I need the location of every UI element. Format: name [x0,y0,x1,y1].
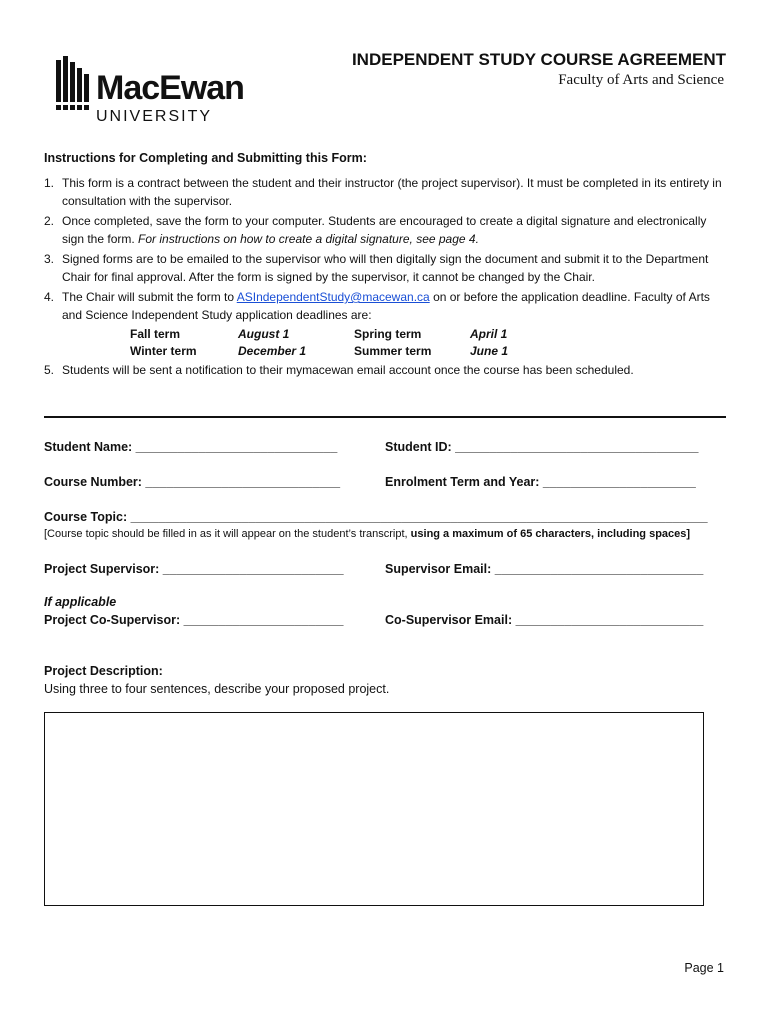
co-supervisor-field[interactable]: Project Co-Supervisor: _______________________ [44,613,344,627]
instructions-list [44,175,728,383]
deadline-date: April 1 [470,327,508,341]
document-subtitle: Faculty of Arts and Science [558,72,724,88]
document-title: INDEPENDENT STUDY COURSE AGREEMENT [351,50,726,69]
section-divider [44,416,726,418]
student-id-field[interactable]: Student ID: ___________________________________ [385,440,699,454]
project-description-textbox[interactable] [44,712,704,906]
list-item: 3. Signed forms are to be emailed to the supervisor who will then digitally sign the document and submit it to the Department Chair for final approval. After the form is signed by the supervisor, it cannot be changed by the Chair. [44,252,709,284]
project-description-label: Project Description: [44,664,163,678]
co-supervisor-email-field[interactable]: Co-Supervisor Email: ___________________________ [385,613,704,627]
deadline-term: Summer term [354,343,432,358]
deadline-term: Winter term [130,343,197,358]
enrolment-term-field[interactable]: Enrolment Term and Year: ______________________ [385,475,696,489]
page-number: Page 1 [684,961,724,975]
list-item: 1. This form is a contract between the student and their instructor (the project supervisor). It must be completed in its entirety in consultation with the supervisor. [44,176,722,208]
deadline-date: June 1 [470,343,509,358]
course-topic-note: [Course topic should be filled in as it will appear on the student’s transcript, using a maximum of 65 characters, including spaces] [44,528,691,540]
logo-wordmark: MacEwan [96,69,244,107]
deadlines-table [130,326,728,359]
if-applicable-label: If applicable [44,595,117,609]
instructions-heading: Instructions for Completing and Submitting this Form: [44,151,367,165]
list-item: 5. Students will be sent a notification to their mymacewan email account once the course has been scheduled. [44,363,634,377]
deadline-term: Fall term [130,327,181,341]
logo-university: UNIVERSITY [96,108,213,125]
deadline-term: Spring term [354,327,422,341]
course-number-field[interactable]: Course Number: ____________________________ [44,475,341,489]
deadline-date: December 1 [238,343,307,358]
project-supervisor-field[interactable]: Project Supervisor: __________________________ [44,562,344,576]
course-topic-field[interactable]: Course Topic: ___________________________________________________________________________________ [44,510,708,524]
supervisor-email-field[interactable]: Supervisor Email: ______________________________ [385,562,704,576]
list-item: 2. Once completed, save the form to your computer. Students are encouraged to create a digital signature and electronically sign the form. For instructions on how to create a digital signature, see page 4. [44,214,707,246]
project-description-prompt: Using three to four sentences, describe your proposed project. [44,682,390,696]
deadline-date: August 1 [238,327,290,341]
list-item: 4. The Chair will submit the form to ASIndependentStudy@macewan.ca on or before the application deadline. Faculty of Arts and Science Independent Study application deadlines are: [44,290,710,322]
university-logo-icon [52,56,94,116]
student-name-field[interactable]: Student Name: _____________________________ [44,440,338,454]
submission-email-link[interactable]: ASIndependentStudy@macewan.ca [236,290,430,304]
